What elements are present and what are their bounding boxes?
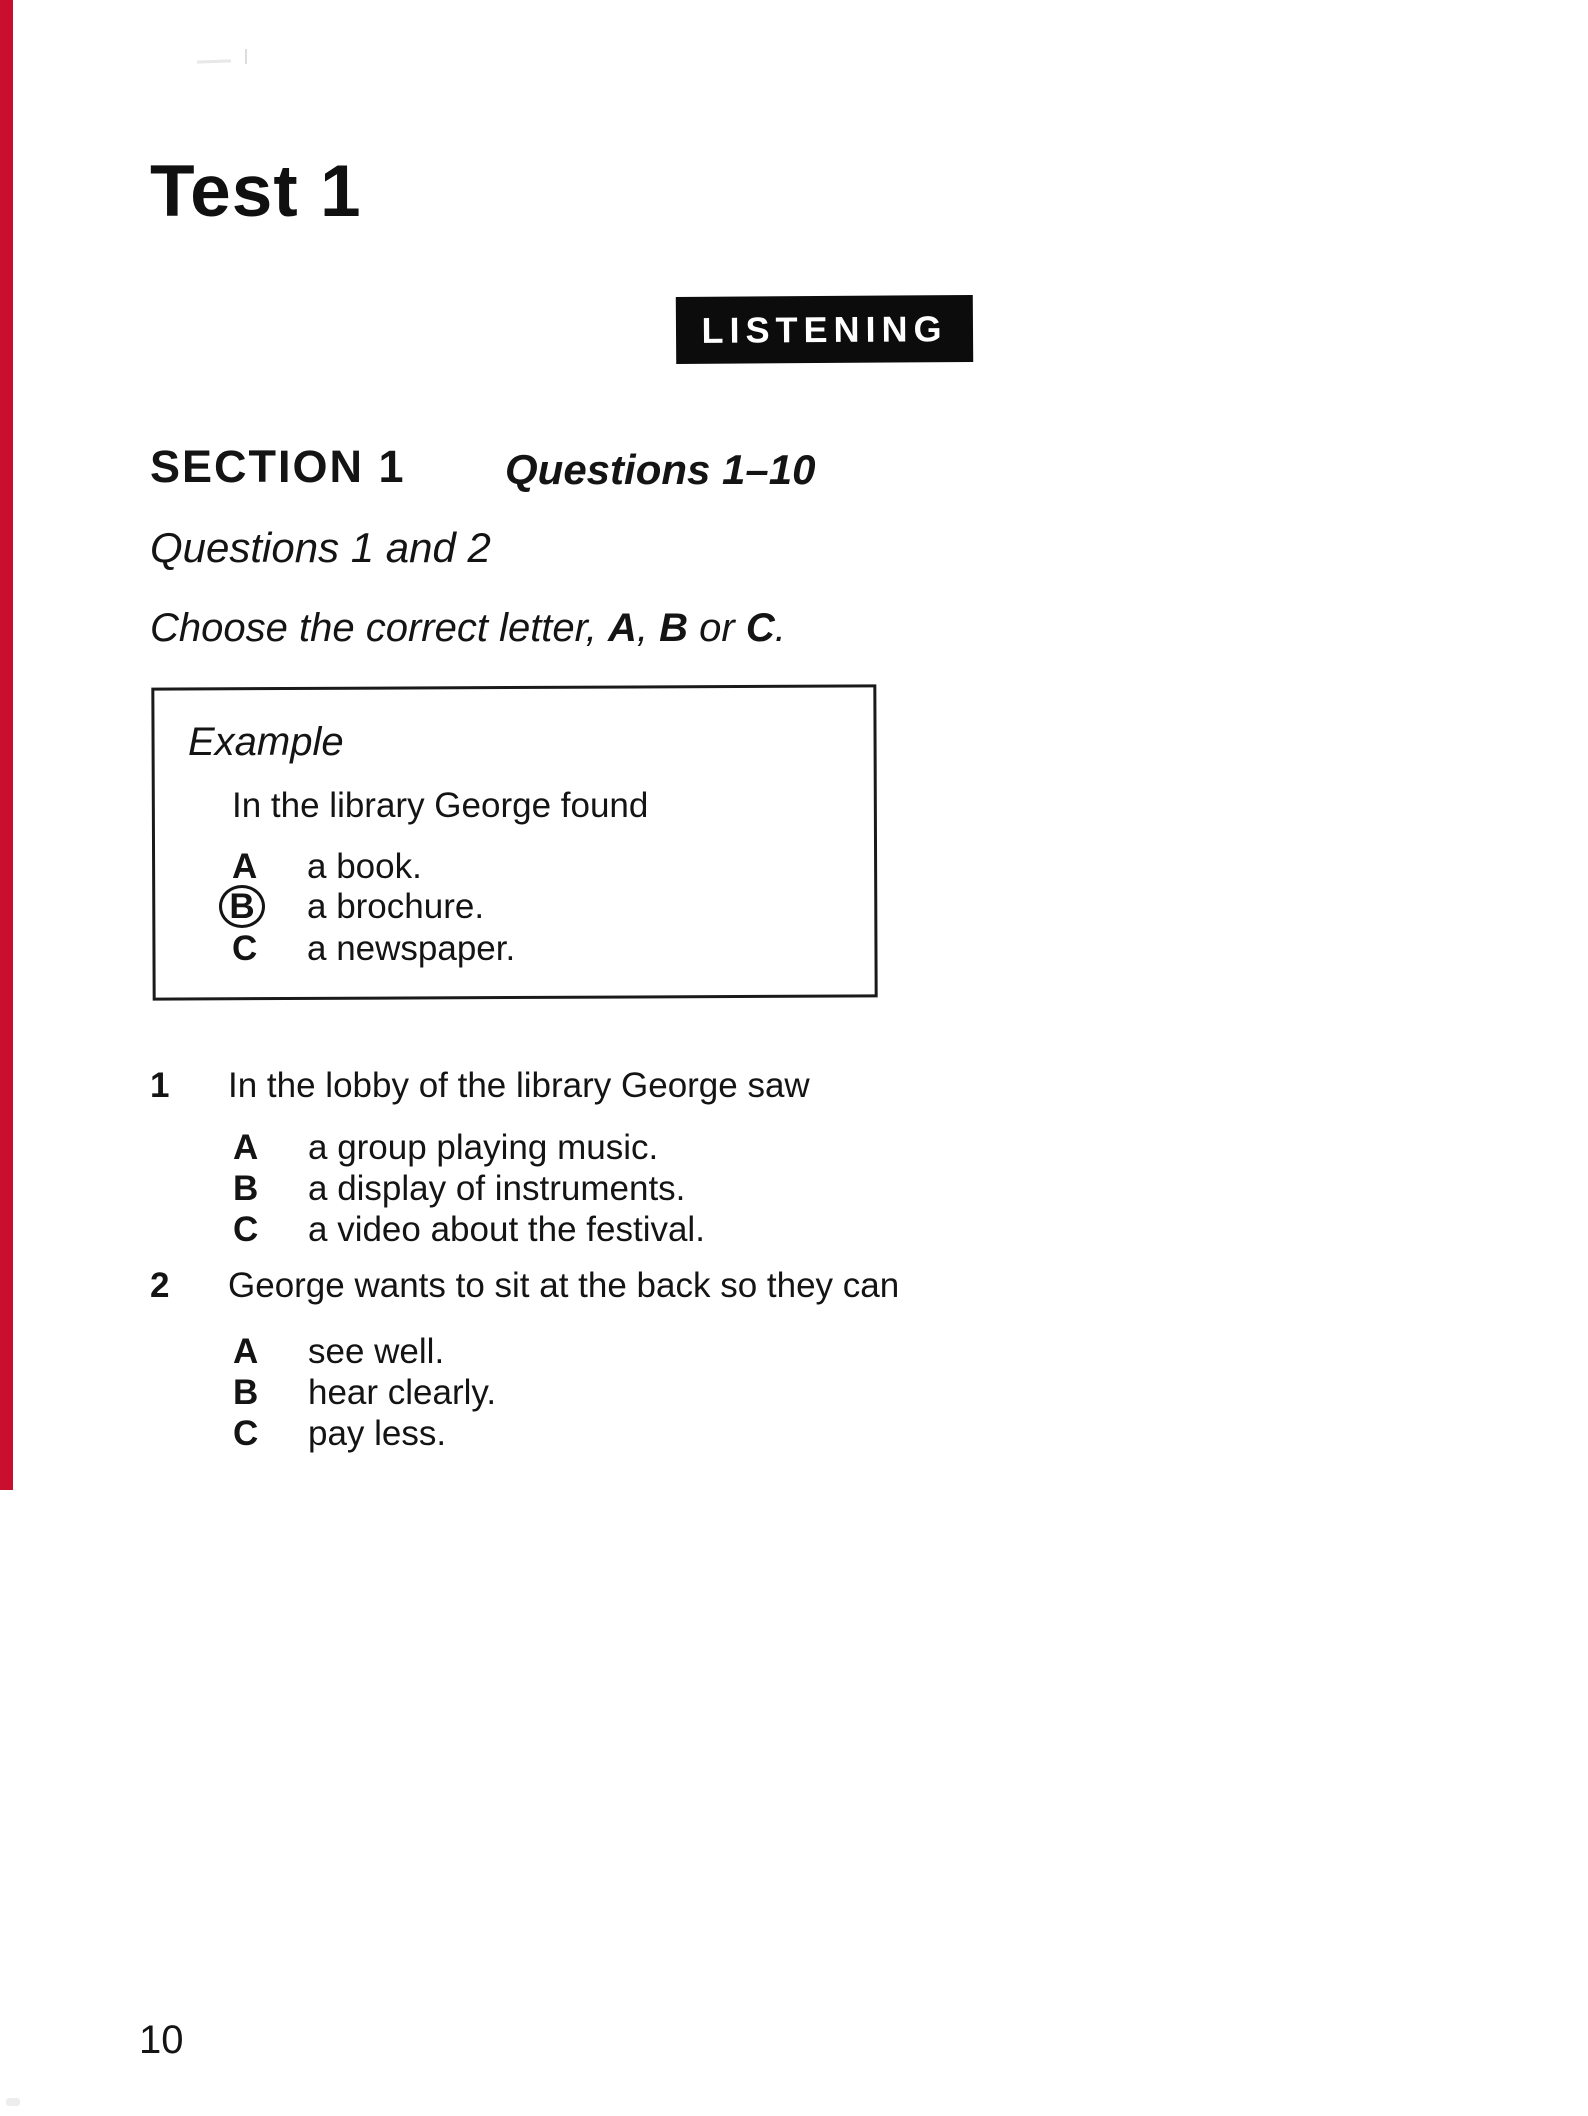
scan-artifact [197,59,231,63]
question-2-option-a [233,1332,444,1372]
option-letter: B [233,1169,259,1208]
option-letter: B [229,886,255,926]
example-option-c [232,929,515,969]
selected-answer-circle-wrap [229,885,307,928]
option-letter: A [232,847,258,886]
question-2-option-b [233,1373,496,1413]
section-header: SECTION 1 [150,441,406,492]
option-letter: A [233,1128,259,1167]
question-1-option-b [233,1169,685,1209]
option-letter: A [233,1332,259,1371]
question-stem: George wants to sit at the back so they can [228,1266,900,1305]
scan-artifact [245,49,247,64]
section-questions-range: Questions 1–10 [505,446,816,493]
instruction-letter-b: B [659,606,689,650]
option-text: a group playing music. [308,1128,659,1167]
option-text: a book. [307,847,422,886]
instruction-sep: or [688,606,746,650]
option-letter: C [233,1210,259,1249]
page-edge-tab [0,0,13,1490]
option-text: a newspaper. [307,929,516,968]
instruction-sep: , [636,606,660,650]
subsection-title: Questions 1 and 2 [150,524,491,571]
question-1 [150,1066,810,1106]
instruction-text [150,606,786,651]
option-text: pay less. [308,1414,447,1453]
instruction-end: . [774,606,786,650]
question-2 [150,1266,899,1306]
page-title: Test 1 [150,151,362,232]
listening-banner [676,295,973,364]
instruction-pre: Choose the correct letter, [150,606,609,650]
listening-banner-label: LISTENING [701,307,948,351]
option-text: a video about the festival. [308,1210,705,1249]
instruction-letter-a: A [608,606,637,650]
question-number: 1 [150,1066,170,1105]
example-option-b [229,885,485,928]
option-letter: B [233,1373,259,1412]
option-text: hear clearly. [308,1373,497,1412]
selected-answer-circle [219,885,265,928]
question-1-option-c [233,1210,705,1250]
option-letter: C [232,929,258,968]
question-stem: In the lobby of the library George saw [228,1066,810,1105]
example-label: Example [188,720,344,764]
option-text: see well. [308,1332,445,1371]
question-1-option-a [233,1128,658,1168]
option-text: a display of instruments. [308,1169,686,1208]
question-2-option-c [233,1414,446,1454]
option-letter: C [233,1414,259,1453]
scan-artifact [6,2098,20,2106]
page-number: 10 [139,2018,184,2062]
instruction-letter-c: C [745,606,775,650]
question-number: 2 [150,1266,170,1305]
option-text: a brochure. [307,886,485,926]
example-stem: In the library George found [232,786,649,825]
example-option-a [232,847,422,887]
